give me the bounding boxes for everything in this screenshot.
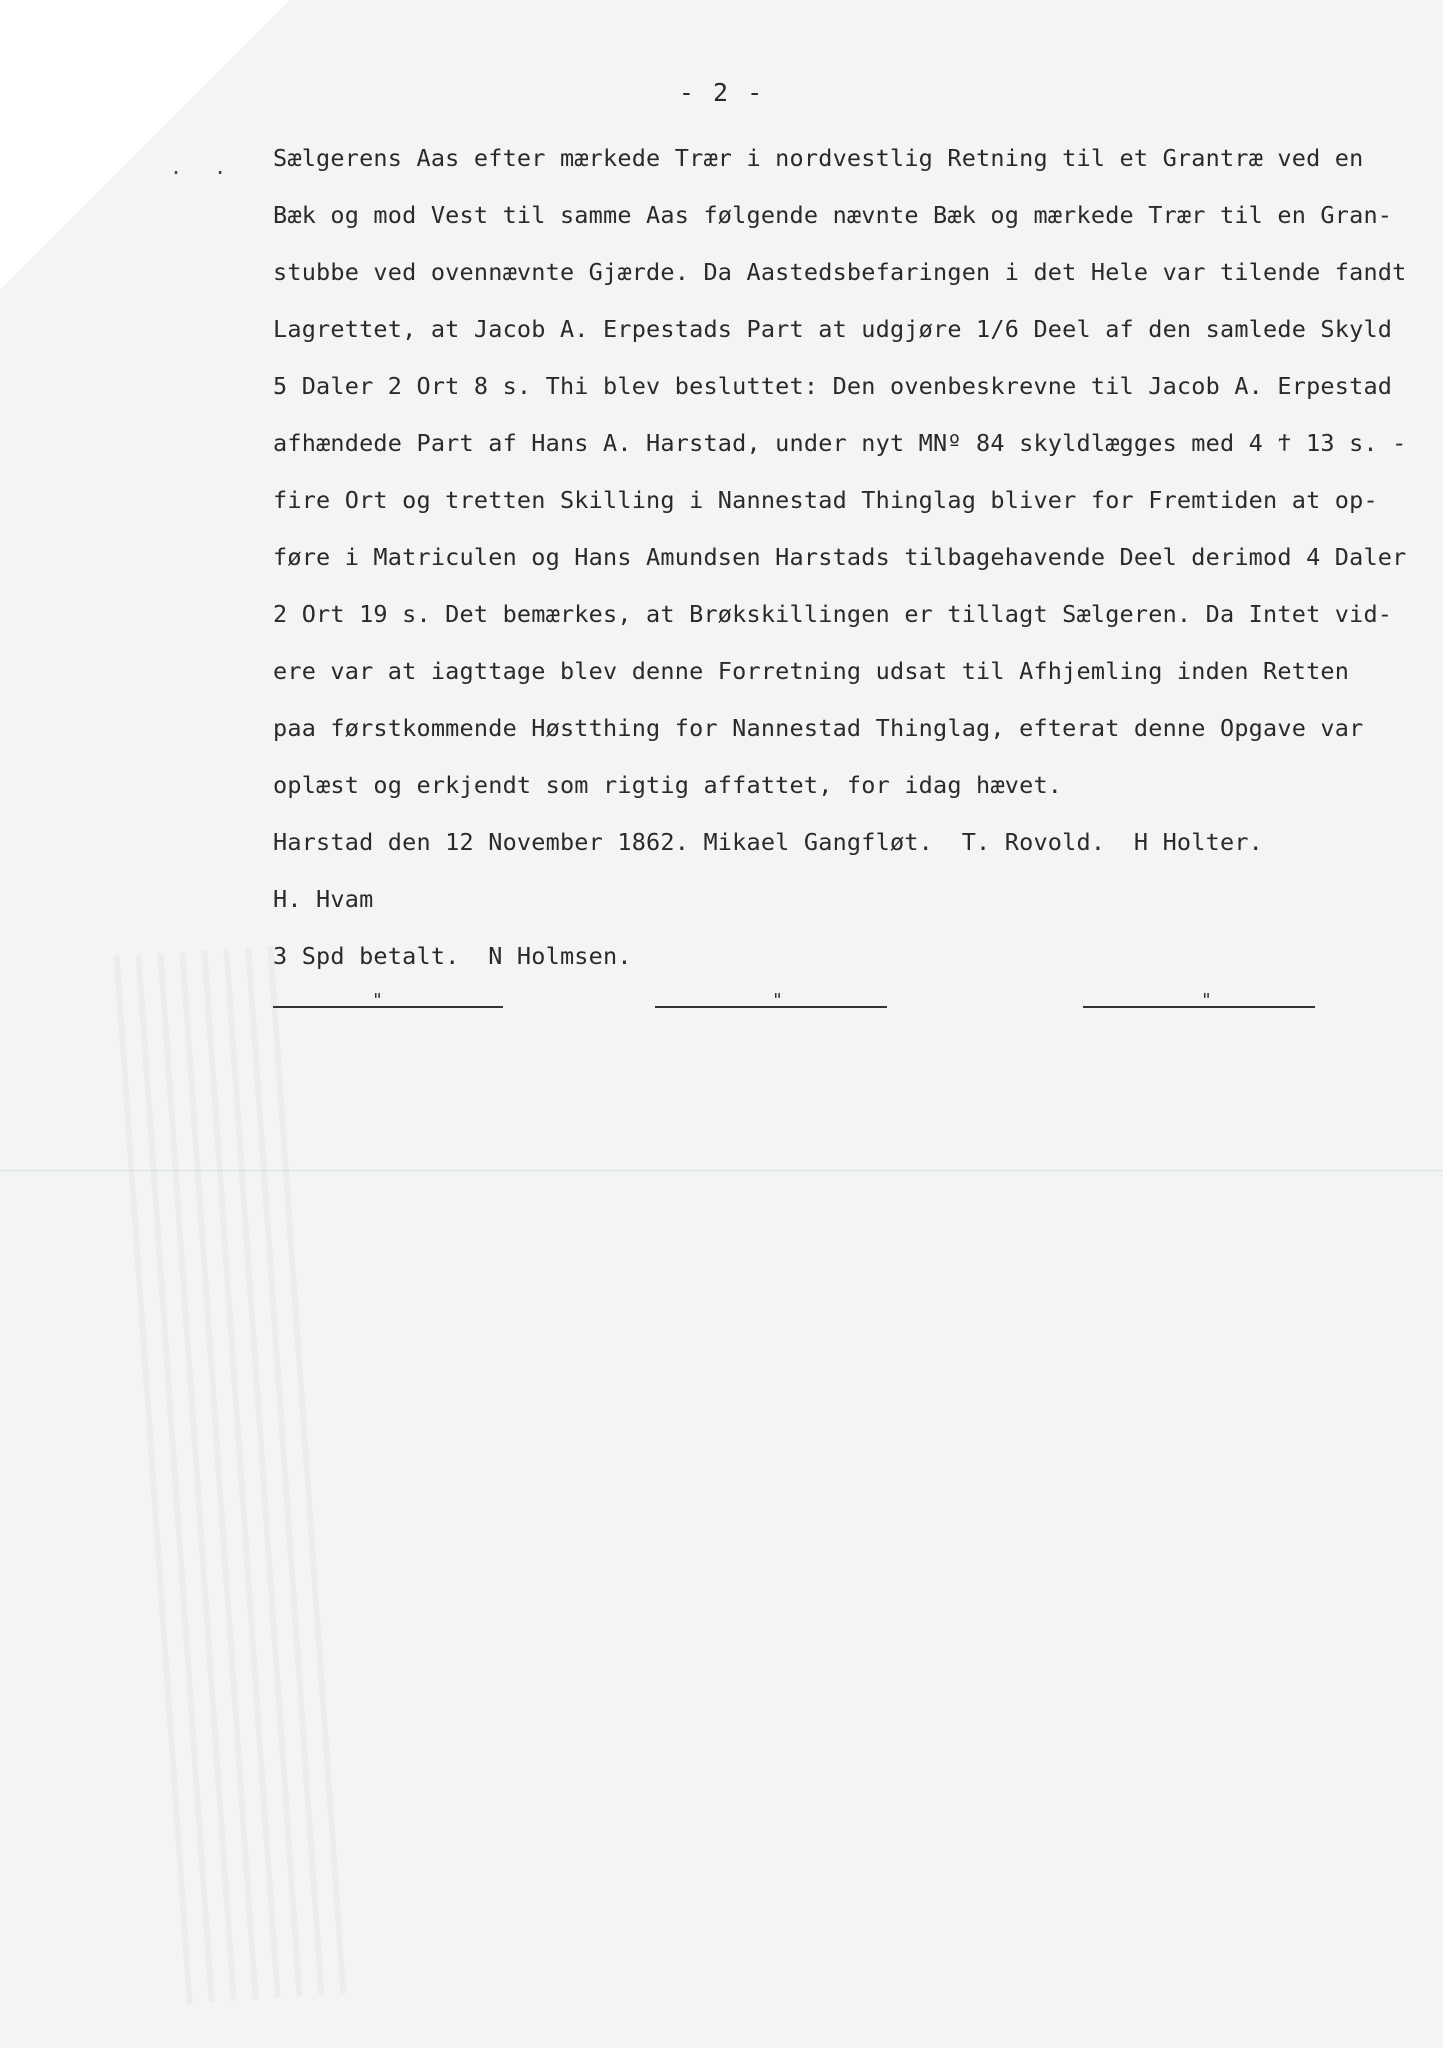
text-line: Bæk og mod Vest til samme Aas følgende nævnte Bæk og mærkede Trær til en Gran- <box>273 201 1393 229</box>
text-line: ere var at iagttage blev denne Forretning udsat til Afhjemling inden Retten <box>273 657 1350 685</box>
page-number: - 2 - <box>678 78 765 107</box>
signature-line: Harstad den 12 November 1862. Mikael Gangfløt. T. Rovold. H Holter. <box>273 828 1264 856</box>
separator-rule-left <box>273 1006 503 1008</box>
text-line: oplæst og erkjendt som rigtig affattet, for idag hævet. <box>273 771 1063 799</box>
text-line: Lagrettet, at Jacob A. Erpestads Part at udgjøre 1/6 Deel af den samlede Skyld <box>273 315 1393 343</box>
ditto-mark-left: " <box>372 990 383 1011</box>
text-line: føre i Matriculen og Hans Amundsen Harstads tilbagehavende Deel derimod 4 Daler <box>273 543 1407 571</box>
faint-bleedthrough <box>114 946 347 2005</box>
document-body <box>273 130 1423 985</box>
text-line: paa førstkommende Høstthing for Nannestad Thinglag, efterat denne Opgave var <box>273 714 1364 742</box>
separator-rule-right <box>1083 1006 1315 1008</box>
text-line: stubbe ved ovennævnte Gjærde. Da Aastedsbefaringen i det Hele var tilende fandt <box>273 258 1407 286</box>
separator-rule-middle <box>655 1006 887 1008</box>
text-line: 2 Ort 19 s. Det bemærkes, at Brøkskillingen er tillagt Sælgeren. Da Intet vid- <box>273 600 1393 628</box>
text-line: afhændede Part af Hans A. Harstad, under nyt MNº 84 skyldlægges med 4 ϯ 13 s. - <box>273 429 1407 457</box>
text-line: fire Ort og tretten Skilling i Nannestad Thinglag bliver for Fremtiden at op- <box>273 486 1378 514</box>
ditto-mark-middle: " <box>772 990 783 1011</box>
page-corner-cut <box>0 0 290 290</box>
signature-line: H. Hvam <box>273 885 374 913</box>
ditto-mark-right: " <box>1201 990 1212 1011</box>
stray-marks: . . <box>170 155 237 179</box>
payment-note: 3 Spd betalt. N Holmsen. <box>273 942 632 970</box>
text-line: Sælgerens Aas efter mærkede Trær i nordvestlig Retning til et Grantræ ved en <box>273 144 1364 172</box>
text-line: 5 Daler 2 Ort 8 s. Thi blev besluttet: Den ovenbeskrevne til Jacob A. Erpestad <box>273 372 1393 400</box>
